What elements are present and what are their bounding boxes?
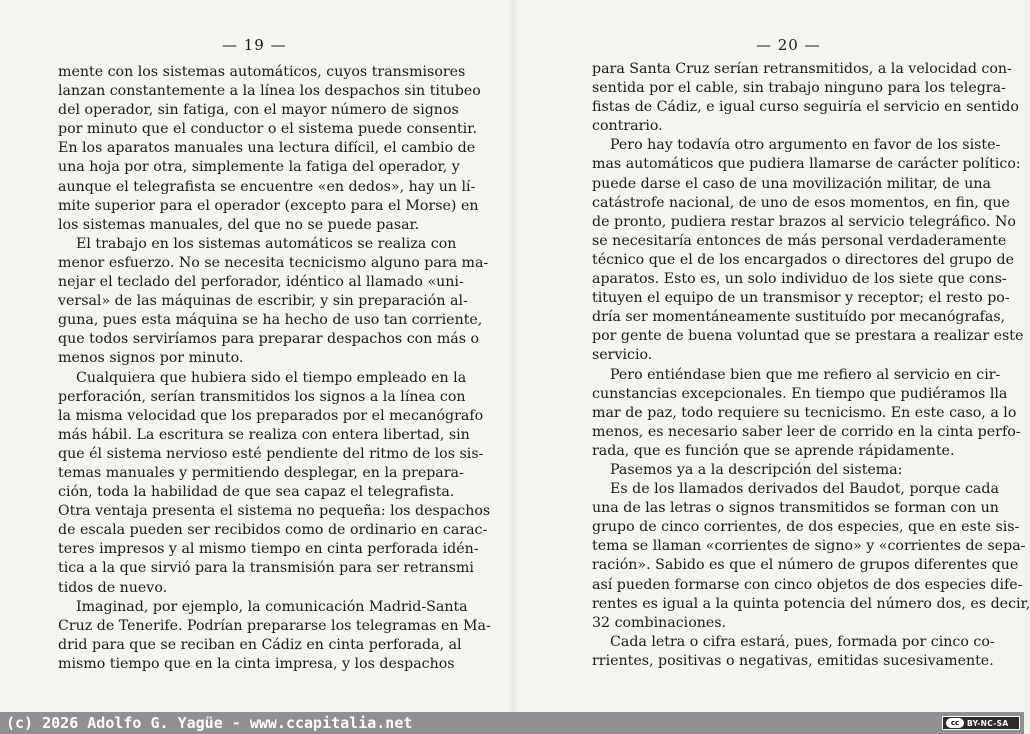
text-line: 32 combinaciones. <box>592 614 727 631</box>
text-line: nejar el teclado del perforador, idéntico al llamado «uni- <box>58 274 464 291</box>
text-line: los sistemas manuales, del que no se puede pasar. <box>58 216 420 233</box>
text-line: mar de paz, todo requiere su tecnicismo. En este caso, a lo <box>592 404 1017 421</box>
text-line: de pronto, pudiera restar brazos al servicio telegráfico. No <box>592 213 1016 230</box>
text-line: Imaginad, por ejemplo, la comunicación Madrid-Santa <box>76 598 468 615</box>
text-line: temas manuales y permitiendo desplegar, en la prepara- <box>58 464 464 481</box>
text-line: la misma velocidad que los preparados por el mecanógrafo <box>58 407 484 424</box>
text-line: por minuto que el conductor o el sistema puede consentir. <box>58 121 477 138</box>
text-line: mente con los sistemas automáticos, cuyos transmisores <box>58 64 466 80</box>
text-line: En los aparatos manuales una lectura difícil, el cambio de <box>58 140 476 157</box>
text-line: una hoja por otra, simplemente la fatiga del operador, y <box>58 159 460 176</box>
creative-commons-icon: cc <box>946 718 964 728</box>
license-text: BY-NC-SA <box>967 718 1009 728</box>
copyright-notice: (c) 2026 Adolfo G. Yagüe - www.ccapitalia.net <box>6 714 413 732</box>
text-line: tema se llaman «corrientes de signo» y «corrientes de sepa- <box>592 538 1026 555</box>
text-line: rada, que es función que se aprende rápidamente. <box>592 442 955 459</box>
text-line: rentes es igual a la quinta potencia del número dos, es decir, <box>592 595 1030 612</box>
page-text <box>58 63 491 674</box>
text-line: Pasemos ya a la descripción del sistema: <box>610 461 903 478</box>
text-line: ción, toda la habilidad de que sea capaz el telegrafista. <box>58 484 455 501</box>
text-line: Cualquiera que hubiera sido el tiempo empleado en la <box>76 369 467 386</box>
text-line: ración». Sabido es que el número de grupos diferentes que <box>592 557 1019 574</box>
page-number: — 20 — <box>756 36 821 54</box>
text-line: menor esfuerzo. No se necesita tecnicismo alguno para ma- <box>58 254 489 271</box>
text-line: Pero entiéndase bien que me refiero al servicio en cir- <box>610 366 1001 383</box>
text-line: del operador, sin fatiga, con el mayor número de signos <box>58 102 459 119</box>
text-line: drid para que se reciban en Cádiz en cinta perforada, al <box>58 636 462 653</box>
text-line: rrientes, positivas o negativas, emitidas sucesivamente. <box>592 652 994 669</box>
footer-bar <box>0 712 1024 734</box>
text-line: perforación, serían transmitidos los signos a la línea con <box>58 388 466 405</box>
text-line: Otra ventaja presenta el sistema no pequeña: los despachos <box>58 503 491 520</box>
text-line: El trabajo en los sistemas automáticos se realiza con <box>76 235 457 252</box>
text-line: dría ser momentáneamente sustituído por mecanógrafas, <box>592 309 1006 326</box>
text-line: menos, es necesario saber leer de corrido en la cinta perfo- <box>592 423 1021 440</box>
right-page <box>512 0 1030 712</box>
page-text <box>592 60 1030 671</box>
text-line: Pero hay todavía otro argumento en favor de los siste- <box>610 137 1001 154</box>
text-line: servicio. <box>592 347 653 364</box>
text-line: contrario. <box>592 118 663 135</box>
text-line: catástrofe nacional, de uno de esos momentos, en fin, que <box>592 194 1010 211</box>
text-line: menos signos por minuto. <box>58 350 244 367</box>
text-line: técnico que el de los encargados o directores del grupo de <box>592 251 1014 268</box>
text-line: tituyen el equipo de un transmisor y receptor; el resto po- <box>592 290 1010 307</box>
text-line: grupo de cinco corrientes, de dos especies, que en este sis- <box>592 519 1020 536</box>
text-line: lanzan constantemente a la línea los despachos sin titubeo <box>58 83 481 100</box>
license-badge[interactable] <box>942 716 1020 730</box>
text-line: para Santa Cruz serían retransmitidos, a la velocidad con- <box>592 61 1012 77</box>
text-line: fistas de Cádiz, e igual curso seguiría el servicio en sentido <box>592 99 1019 116</box>
left-page <box>0 0 512 712</box>
text-line: guna, pues esta máquina se ha hecho de uso tan corriente, <box>58 312 483 329</box>
text-line: aunque el telegrafista se encuentre «en dedos», hay un lí- <box>58 178 476 195</box>
text-line: puede darse el caso de una movilización militar, de una <box>592 175 991 192</box>
text-line: que él sistema nervioso esté pendiente del ritmo de los sis- <box>58 445 484 462</box>
text-line: Cruz de Tenerife. Podrían prepararse los telegramas en Ma- <box>58 617 491 634</box>
text-line: de escala pueden ser recibidos como de ordinario en carac- <box>58 522 488 539</box>
text-line: así pueden formarse con cinco objetos de dos especies dife- <box>592 576 1023 593</box>
text-line: mas automáticos que pudiera llamarse de carácter político: <box>592 156 1021 173</box>
text-line: Cada letra o cifra estará, pues, formada por cinco co- <box>610 633 995 650</box>
text-line: tidos de nuevo. <box>58 579 168 596</box>
text-line: teres impresos y al mismo tiempo en cinta perforada idén- <box>58 541 479 558</box>
text-line: por gente de buena voluntad que se prestara a realizar este <box>592 328 1024 345</box>
text-line: más hábil. La escritura se realiza con entera libertad, sin <box>58 426 470 443</box>
text-line: versal» de las máquinas de escribir, y sin preparación al- <box>58 293 468 310</box>
text-line: Es de los llamados derivados del Baudot, porque cada <box>610 481 999 498</box>
text-line: una de las letras o signos transmitidos se forman con un <box>592 500 999 517</box>
text-line: que todos serviríamos para preparar despachos con más o <box>58 331 480 348</box>
text-line: aparatos. Esto es, un solo individuo de los siete que cons- <box>592 271 1007 288</box>
text-line: cunstancias excepcionales. En tiempo que pudiéramos lla <box>592 385 1008 402</box>
text-line: sentida por el cable, sin trabajo ninguno para los telegra- <box>592 80 1006 97</box>
text-line: tica a la que sirvió para la transmisión para ser retransmi <box>58 560 474 577</box>
text-line: se necesitaría entonces de más personal verdaderamente <box>592 232 1007 249</box>
page-number: — 19 — <box>222 36 287 54</box>
text-line: mismo tiempo que en la cinta impresa, y los despachos <box>58 655 455 672</box>
text-line: mite superior para el operador (excepto para el Morse) en <box>58 197 479 214</box>
